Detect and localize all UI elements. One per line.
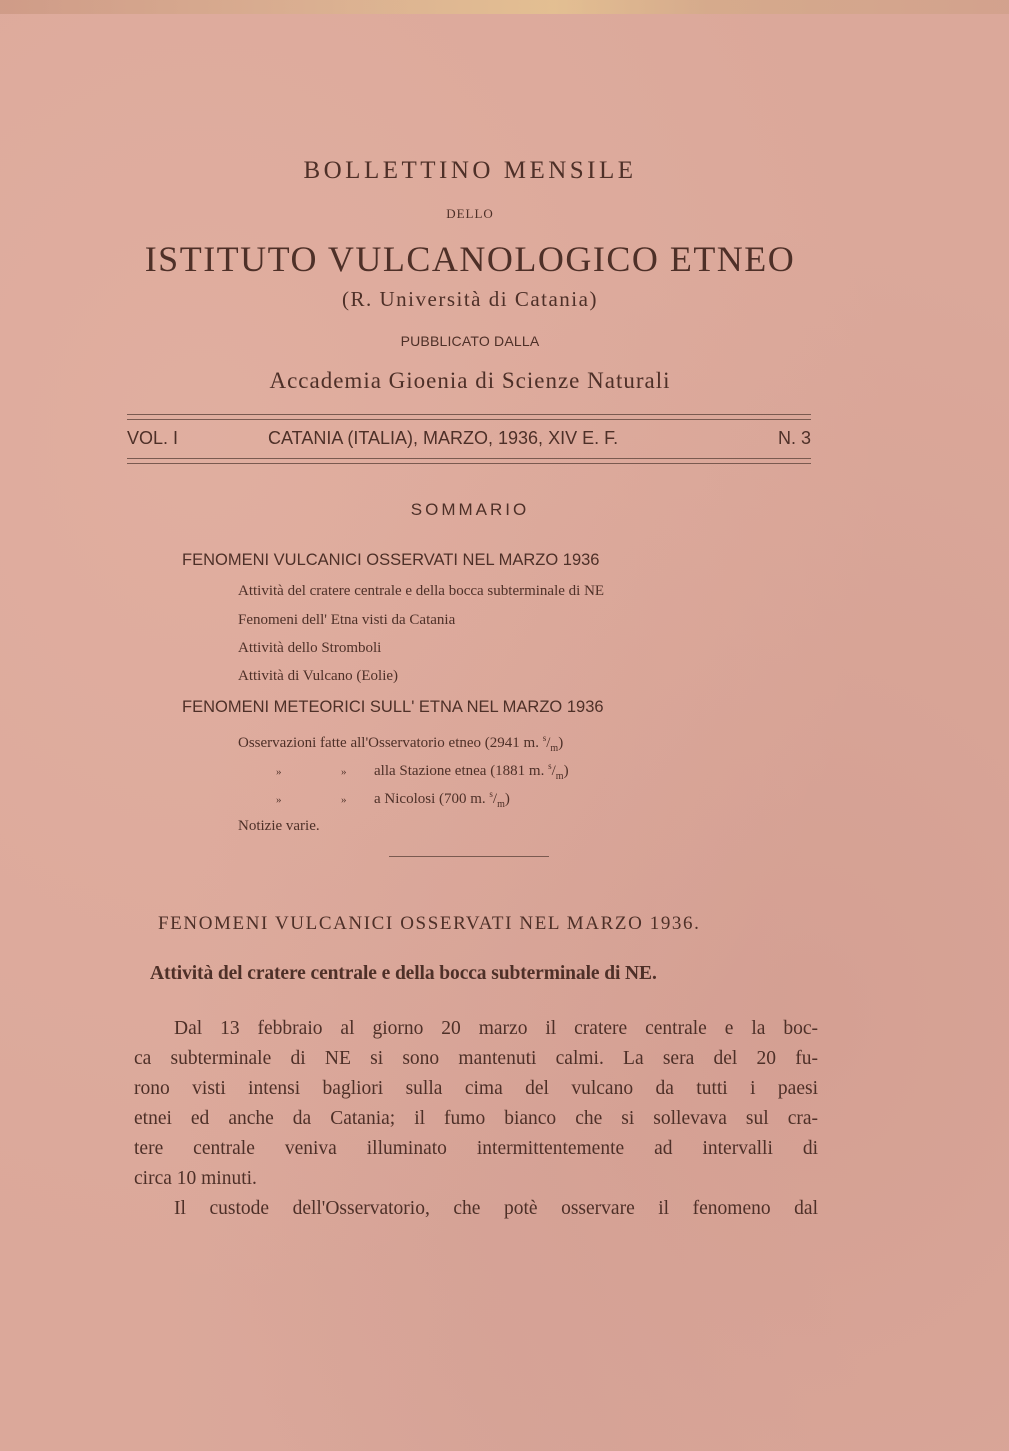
body-line: Dal 13 febbraio al giorno 20 marzo il cratere centrale e la boc-: [174, 1018, 818, 1039]
issue-number: N. 3: [777, 428, 811, 448]
summary-title: SOMMARIO: [410, 500, 530, 519]
toc-text: alla Stazione etnea (1881 m.: [374, 763, 545, 779]
toc-text: all'Osservatorio etneo (2941 m.: [350, 735, 539, 751]
body-line: Il custode dell'Osservatorio, che potè osservare il fenomeno dal: [174, 1198, 818, 1219]
section-divider: [389, 856, 549, 857]
unit-sup: s: [489, 789, 493, 799]
institute-name: ISTITUTO VULCANOLOGICO ETNEO: [144, 239, 796, 279]
toc-item: Notizie varie.: [238, 818, 320, 834]
double-rule-bottom: [127, 458, 811, 464]
masthead-title: BOLLETTINO MENSILE: [303, 157, 637, 184]
published-by-label: PUBBLICATO DALLA: [400, 333, 540, 349]
masthead-dello: DELLO: [446, 206, 494, 221]
toc-item: a Nicolosi (700 m. $^s/_m$): [374, 789, 510, 810]
body-line: circa 10 minuti.: [134, 1168, 257, 1189]
toc-item: Fenomeni dell' Etna visti da Catania: [238, 612, 456, 628]
toc-item: Attività del cratere centrale e della bocca subterminale di NE: [238, 583, 605, 599]
publisher-name: Accademia Gioenia di Scienze Naturali: [269, 368, 671, 393]
toc-section-heading: FENOMENI VULCANICI OSSERVATI NEL MARZO 1936: [182, 551, 600, 569]
university-name: (R. Università di Catania): [342, 287, 598, 311]
toc-item: Attività dello Stromboli: [238, 640, 382, 656]
ditto-mark: »: [276, 794, 282, 806]
ditto-mark: »: [341, 794, 347, 806]
torn-top-edge: [0, 0, 1009, 14]
place-date: CATANIA (ITALIA), MARZO, 1936, XIV E. F.: [268, 428, 619, 448]
double-rule-top: [127, 414, 811, 420]
article-body: [134, 1014, 818, 1224]
body-line: ca subterminale di NE si sono mantenuti calmi. La sera del 20 fu-: [134, 1048, 818, 1069]
volume-label: VOL. I: [127, 428, 179, 448]
ditto-mark: »: [276, 766, 282, 778]
unit-sub: m: [550, 743, 559, 754]
toc-item: Osservazioni fatte all'Osservatorio etneo (2941 m. $^s/_m$): [238, 733, 564, 754]
body-line: etnei ed anche da Catania; il fumo bianco che si sollevava sul cra-: [134, 1108, 818, 1129]
article-subheading: Attività del cratere centrale e della bocca subterminale di NE.: [150, 963, 657, 984]
toc-section-heading: FENOMENI METEORICI SULL' ETNA NEL MARZO 1936: [182, 698, 604, 716]
unit-sup: s: [548, 761, 552, 771]
article-section-heading: FENOMENI VULCANICI OSSERVATI NEL MARZO 1936.: [158, 913, 701, 934]
toc-text: a Nicolosi (700 m.: [374, 791, 486, 807]
body-line: tere centrale veniva illuminato intermittentemente ad intervalli di: [134, 1138, 818, 1159]
toc-item: Attività di Vulcano (Eolie): [238, 668, 399, 684]
toc-prefix: Osservazioni fatte: [238, 735, 347, 751]
unit-sub: m: [497, 799, 505, 810]
unit-sup: s: [542, 733, 547, 743]
body-line: rono visti intensi bagliori sulla cima del vulcano da tutti i paesi: [134, 1078, 818, 1099]
unit-sub: m: [555, 771, 564, 782]
toc-item: alla Stazione etnea (1881 m. $^s/_m$): [374, 761, 569, 782]
ditto-mark: »: [341, 766, 347, 778]
